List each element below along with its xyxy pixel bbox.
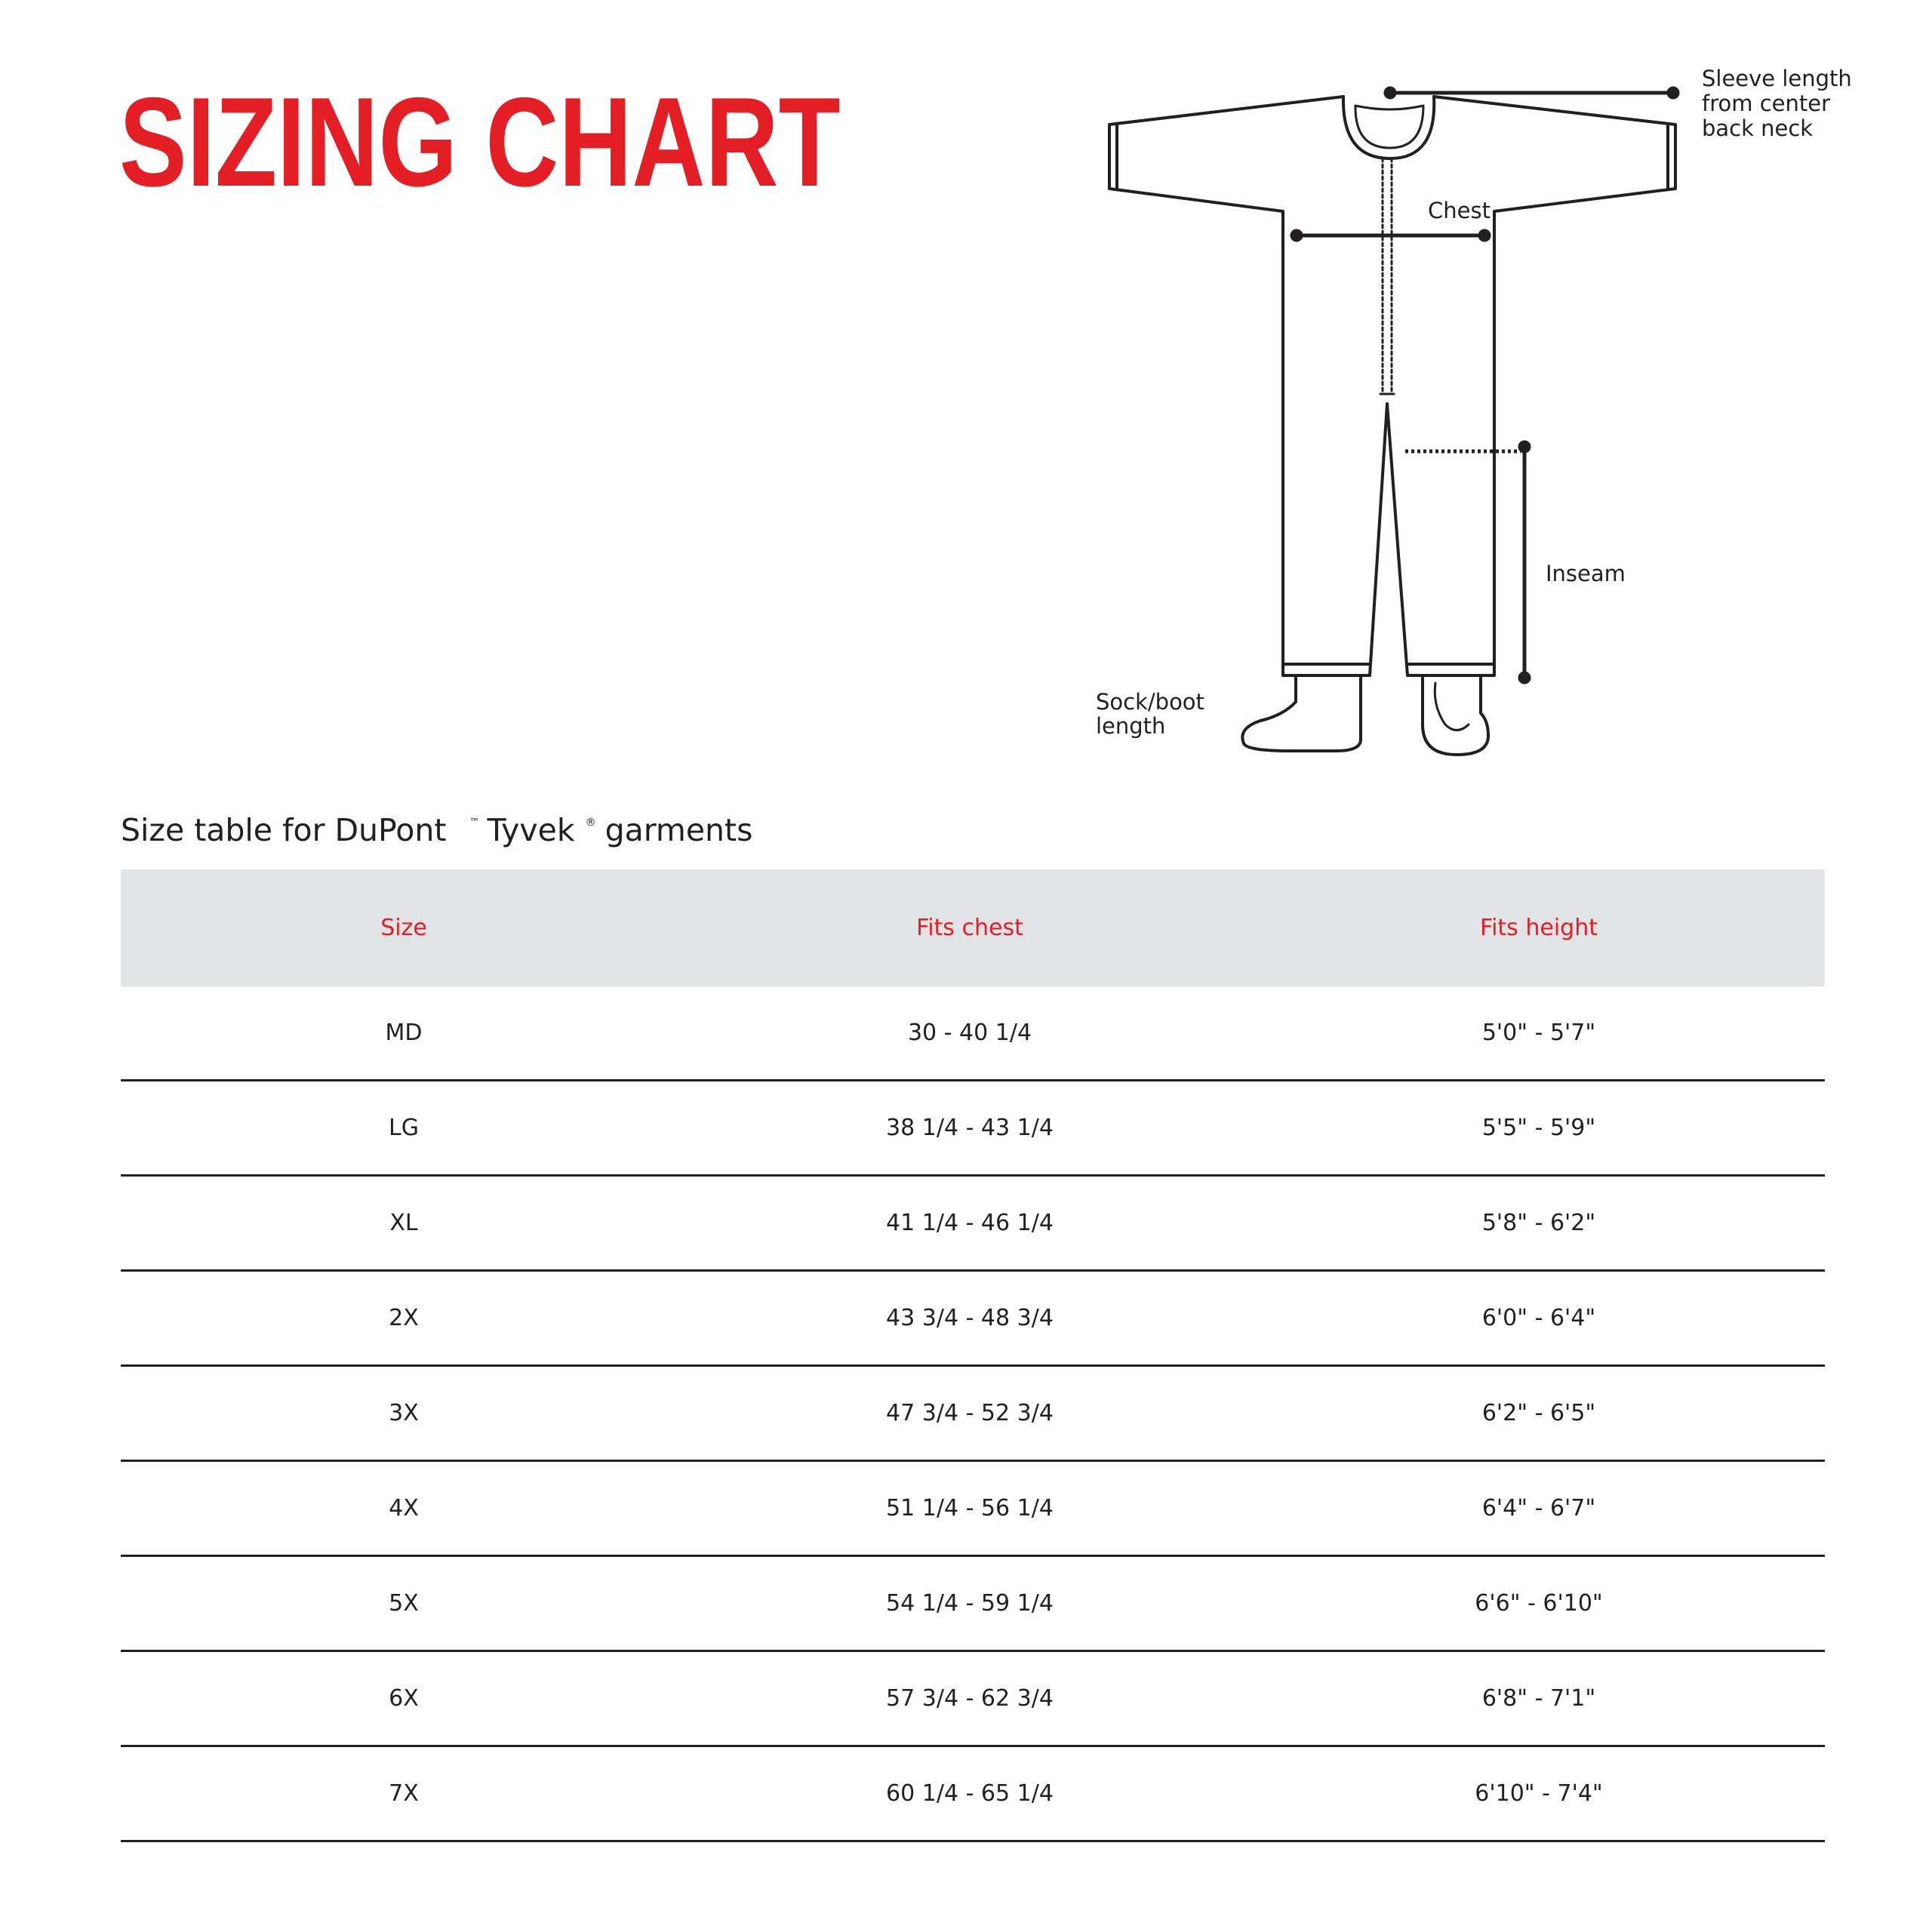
coverall-diagram — [1057, 45, 1887, 770]
chest-label: Chest — [1428, 198, 1491, 223]
caption-suffix: garments — [605, 812, 753, 848]
table-header-row — [121, 869, 1825, 986]
right-boot — [1423, 677, 1488, 755]
sock-length-label-line2: length — [1096, 713, 1166, 739]
caption-brand: Tyvek — [487, 812, 575, 848]
table-row — [121, 1367, 1825, 1462]
size-cell: 7X — [389, 1780, 419, 1807]
caption-prefix: Size table for DuPont — [121, 812, 447, 848]
height-cell: 5'5" - 5'9" — [1481, 1115, 1596, 1141]
chest-cell: 43 3/4 - 48 3/4 — [886, 1305, 1054, 1331]
table-caption — [121, 808, 752, 860]
inseam-label: Inseam — [1546, 561, 1626, 586]
chest-cell: 57 3/4 - 62 3/4 — [886, 1685, 1054, 1712]
header-size: Size — [380, 915, 427, 941]
size-cell: XL — [389, 1210, 418, 1236]
size-cell: MD — [385, 1020, 423, 1046]
sleeve-length-label-line1: Sleeve length — [1702, 66, 1852, 91]
size-cell: 5X — [389, 1590, 419, 1617]
page-title: SIZING CHART — [119, 71, 841, 213]
header-fits-chest: Fits chest — [916, 915, 1023, 941]
table-row — [121, 1557, 1825, 1652]
table-row — [121, 986, 1825, 1081]
sleeve-length-label-line3: back neck — [1702, 115, 1814, 141]
size-cell: 4X — [389, 1495, 419, 1521]
table-row — [121, 1081, 1825, 1177]
size-cell: LG — [389, 1115, 419, 1141]
table-row — [121, 1177, 1825, 1272]
chest-cell: 51 1/4 - 56 1/4 — [886, 1495, 1054, 1521]
table-row — [121, 1652, 1825, 1747]
size-table — [121, 869, 1825, 1842]
height-cell: 6'4" - 6'7" — [1481, 1495, 1596, 1521]
table-row — [121, 1747, 1825, 1842]
sock-length-label-line1: Sock/boot — [1096, 689, 1204, 715]
height-cell: 5'8" - 6'2" — [1481, 1210, 1596, 1236]
height-cell: 5'0" - 5'7" — [1481, 1020, 1596, 1046]
chest-cell: 38 1/4 - 43 1/4 — [886, 1115, 1054, 1141]
chest-cell: 41 1/4 - 46 1/4 — [886, 1210, 1054, 1236]
sleeve-length-label-line2: from center — [1702, 91, 1831, 116]
left-boot — [1242, 677, 1361, 751]
size-cell: 6X — [389, 1685, 419, 1712]
table-row — [121, 1462, 1825, 1557]
table-row — [121, 1272, 1825, 1367]
size-cell: 3X — [389, 1400, 419, 1426]
header-fits-height: Fits height — [1480, 915, 1598, 941]
height-cell: 6'8" - 7'1" — [1481, 1685, 1596, 1712]
height-cell: 6'6" - 6'10" — [1475, 1590, 1603, 1617]
chest-cell: 54 1/4 - 59 1/4 — [886, 1590, 1054, 1617]
registered-mark: ® — [585, 817, 596, 829]
size-cell: 2X — [389, 1305, 419, 1331]
chest-cell: 60 1/4 - 65 1/4 — [886, 1780, 1054, 1807]
height-cell: 6'2" - 6'5" — [1481, 1400, 1596, 1426]
height-cell: 6'10" - 7'4" — [1475, 1780, 1603, 1807]
chest-cell: 30 - 40 1/4 — [907, 1020, 1032, 1046]
chest-cell: 47 3/4 - 52 3/4 — [886, 1400, 1054, 1426]
trademark-mark: ™ — [469, 817, 480, 829]
collar-inner — [1355, 106, 1423, 148]
height-cell: 6'0" - 6'4" — [1481, 1305, 1596, 1331]
